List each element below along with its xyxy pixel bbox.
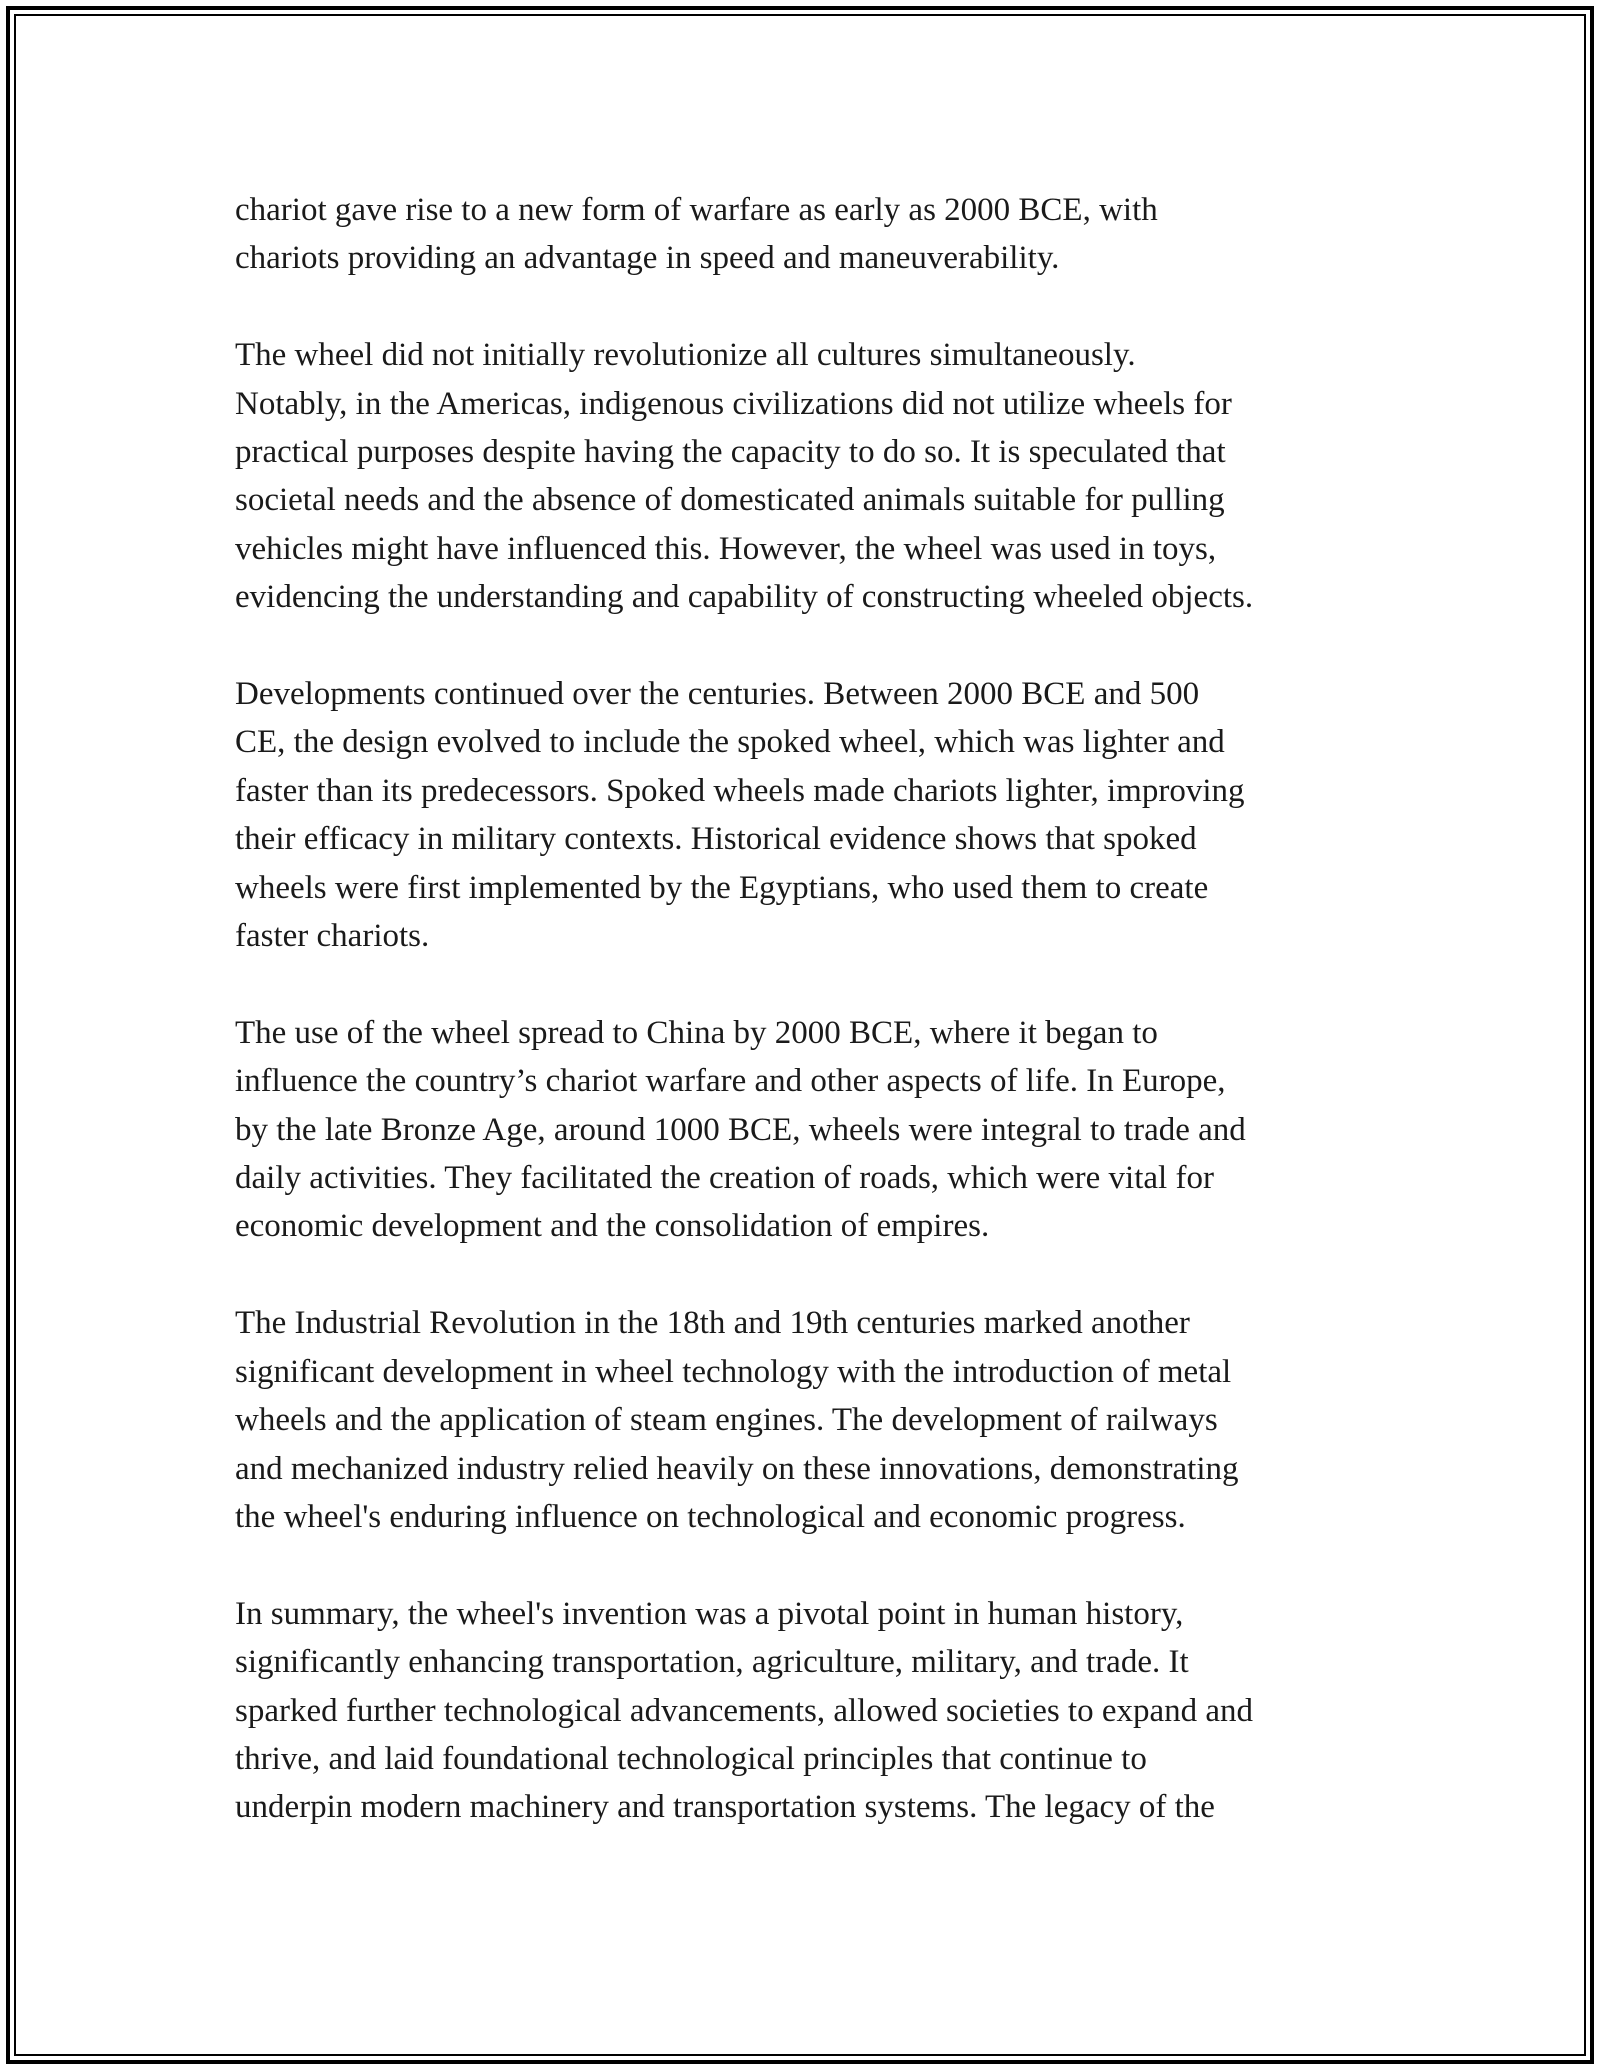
- paragraph: [235, 1009, 1375, 1251]
- text-line: faster than its predecessors. Spoked wheels made chariots lighter, improving: [235, 772, 1245, 809]
- paragraph: [235, 331, 1375, 621]
- paragraph: [235, 186, 1375, 283]
- text-line: practical purposes despite having the capacity to do so. It is speculated that: [235, 434, 1226, 471]
- text-line: and mechanized industry relied heavily on these innovations, demonstrating: [235, 1450, 1239, 1487]
- text-line: thrive, and laid foundational technological principles that continue to: [235, 1740, 1147, 1777]
- paragraph: [235, 1590, 1375, 1832]
- text-line: CE, the design evolved to include the spoked wheel, which was lighter and: [235, 724, 1225, 761]
- text-line: The Industrial Revolution in the 18th and 19th centuries marked another: [235, 1305, 1190, 1342]
- text-line: significantly enhancing transportation, agriculture, military, and trade. It: [235, 1644, 1189, 1681]
- text-line: sparked further technological advancements, allowed societies to expand and: [235, 1692, 1254, 1729]
- text-line: evidencing the understanding and capability of constructing wheeled objects.: [235, 579, 1254, 616]
- text-line: economic development and the consolidation of empires.: [235, 1208, 990, 1245]
- text-line: by the late Bronze Age, around 1000 BCE, wheels were integral to trade and: [235, 1111, 1246, 1148]
- text-line: societal needs and the absence of domesticated animals suitable for pulling: [235, 482, 1225, 519]
- text-line: chariots providing an advantage in speed and maneuverability.: [235, 240, 1060, 277]
- text-line: daily activities. They facilitated the creation of roads, which were vital for: [235, 1160, 1214, 1197]
- document-body: [235, 186, 1375, 1880]
- paragraph: [235, 670, 1375, 960]
- text-line: In summary, the wheel's invention was a pivotal point in human history,: [235, 1595, 1184, 1632]
- text-line: The wheel did not initially revolutionize all cultures simultaneously.: [235, 337, 1136, 374]
- text-line: vehicles might have influenced this. However, the wheel was used in toys,: [235, 530, 1217, 567]
- text-line: wheels were first implemented by the Egyptians, who used them to create: [235, 869, 1209, 906]
- paragraph: [235, 1299, 1375, 1541]
- text-line: their efficacy in military contexts. Historical evidence shows that spoked: [235, 821, 1197, 858]
- text-line: wheels and the application of steam engines. The development of railways: [235, 1402, 1218, 1439]
- text-line: the wheel's enduring influence on technological and economic progress.: [235, 1498, 1186, 1535]
- text-line: faster chariots.: [235, 918, 430, 955]
- text-line: Notably, in the Americas, indigenous civilizations did not utilize wheels for: [235, 385, 1232, 422]
- text-line: influence the country’s chariot warfare and other aspects of life. In Europe,: [235, 1063, 1226, 1100]
- text-line: significant development in wheel technology with the introduction of metal: [235, 1353, 1232, 1390]
- text-line: chariot gave rise to a new form of warfare as early as 2000 BCE, with: [235, 192, 1158, 228]
- text-line: Developments continued over the centuries. Between 2000 BCE and 500: [235, 676, 1200, 713]
- text-line: underpin modern machinery and transportation systems. The legacy of the: [235, 1789, 1215, 1826]
- text-line: The use of the wheel spread to China by 2000 BCE, where it began to: [235, 1014, 1158, 1051]
